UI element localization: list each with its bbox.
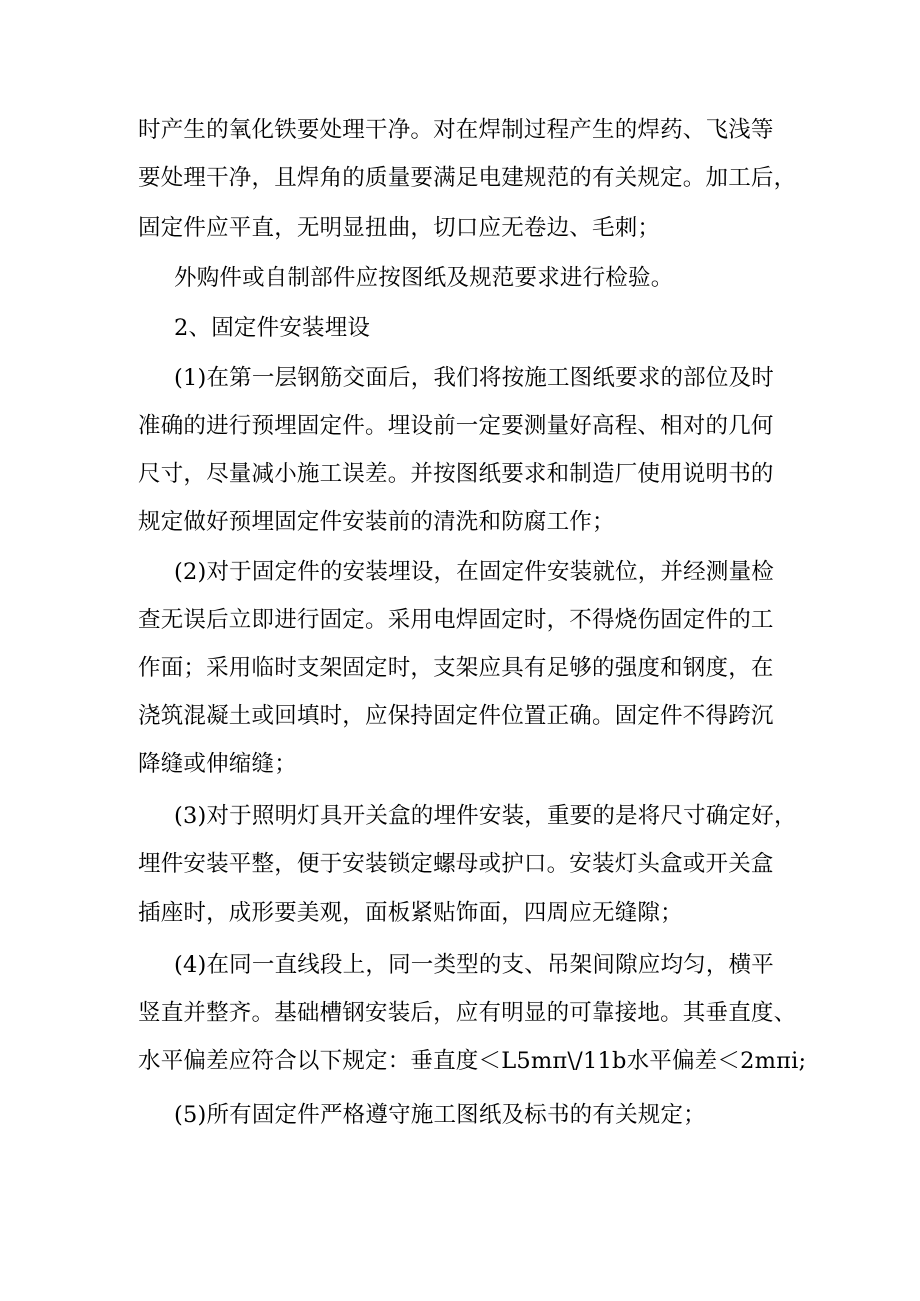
text-line-12: 作面；采用临时支架固定时，支架应具有足够的强度和钢度，在 <box>138 655 774 681</box>
text-line-20: 水平偏差应符合以下规定：垂直度＜L5mπ\/11b水平偏差＜2mπi; <box>138 1048 807 1074</box>
text-line-10: (2)对于固定件的安装埋设，在固定件安装就位，并经测量检 <box>174 559 774 585</box>
text-line-11: 查无误后立即进行固定。采用电焊固定时，不得烧伤固定件的工 <box>138 607 774 633</box>
text-line-14: 降缝或伸缩缝； <box>138 751 297 777</box>
text-line-3: 固定件应平直，无明显扭曲，切口应无卷边、毛刺； <box>138 215 661 241</box>
text-line-21: (5)所有固定件严格遵守施工图纸及标书的有关规定； <box>174 1102 706 1128</box>
text-line-15: (3)对于照明灯具开关盒的埋件安装，重要的是将尺寸确定好， <box>174 803 797 829</box>
text-line-17: 插座时，成形要美观，面板紧贴饰面，四周应无缝隙； <box>138 900 683 926</box>
text-line-16: 埋件安装平整，便于安装锁定螺母或护口。安装灯头盒或开关盒 <box>138 851 774 877</box>
text-line-9: 规定做好预埋固定件安装前的清洗和防腐工作； <box>138 509 615 535</box>
section-heading: 2、固定件安装埋设 <box>174 315 371 341</box>
text-line-8: 尺寸，尽量减小施工误差。并按图纸要求和制造厂使用说明书的 <box>138 461 774 487</box>
text-line-6: (1)在第一层钢筋交面后，我们将按施工图纸要求的部位及时 <box>174 365 774 391</box>
text-line-19: 竖直并整齐。基础槽钢安装后，应有明显的可靠接地。其垂直度、 <box>138 1000 797 1026</box>
text-line-4: 外购件或自制部件应按图纸及规范要求进行检验。 <box>174 265 674 291</box>
text-line-1: 时产生的氧化铁要处理干净。对在焊制过程产生的焊药、飞浅等 <box>138 117 774 143</box>
text-line-18: (4)在同一直线段上，同一类型的支、吊架间隙应均匀，横平 <box>174 952 774 978</box>
text-line-13: 浇筑混凝土或回填时，应保持固定件位置正确。固定件不得跨沉 <box>138 703 774 729</box>
text-line-2: 要处理干净，且焊角的质量要满足电建规范的有关规定。加工后， <box>138 165 797 191</box>
text-line-7: 准确的进行预埋固定件。埋设前一定要测量好高程、相对的几何 <box>138 413 774 439</box>
